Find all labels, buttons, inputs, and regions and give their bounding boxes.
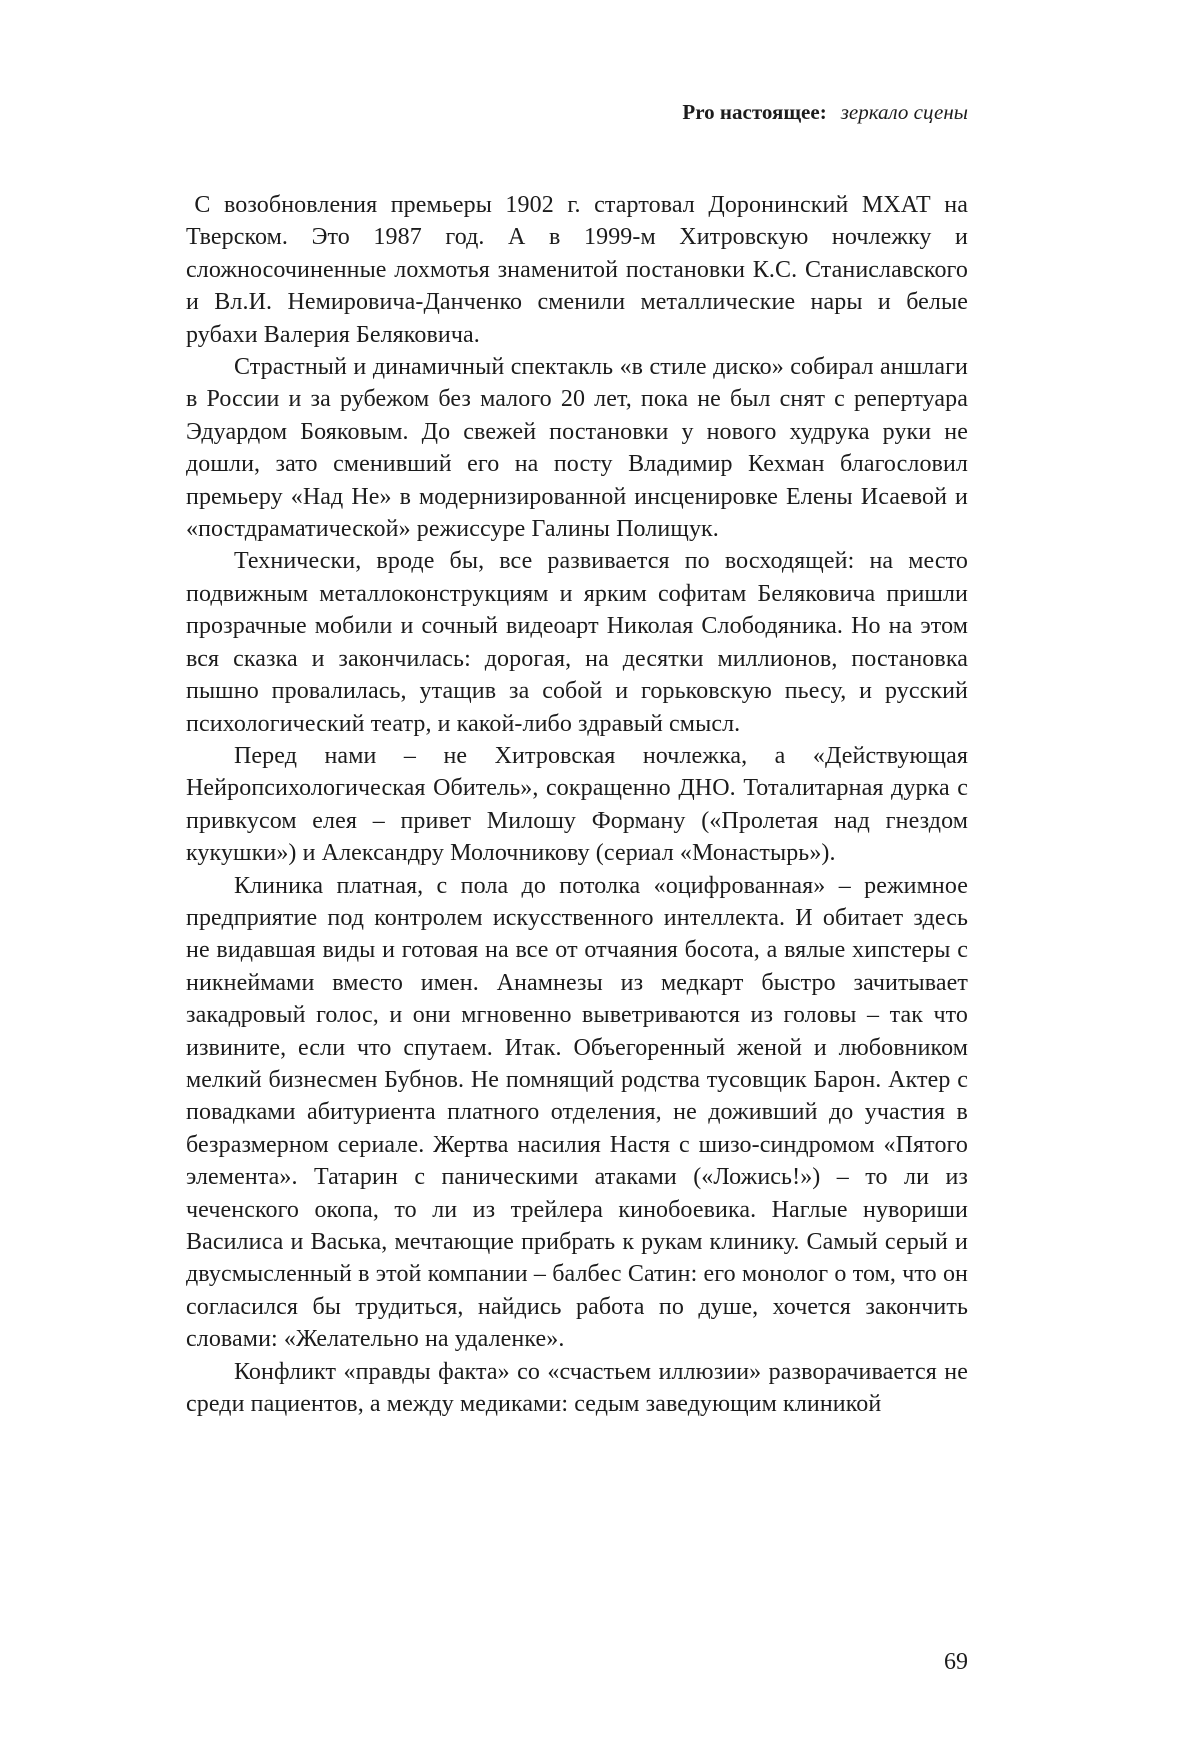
paragraph: Перед нами – не Хитровская ночлежка, а «Действующая Нейропсихологическая Обитель», сокращенно ДНО. Тоталитарная дурка с привкусом елея – привет Милошу Форману («Пролетая над гнездом кукушки») и Александру Молочникову (сериал «Монастырь»). xyxy=(186,742,968,867)
running-header xyxy=(186,99,968,125)
paragraph: Конфликт «правды факта» со «счастьем иллюзии» разворачивается не среди пациентов, а между медиками: седым заведующим клиникой xyxy=(186,1358,968,1418)
page-number: 69 xyxy=(944,1649,968,1675)
text-block xyxy=(186,189,968,1420)
paragraph: Страстный и динамичный спектакль «в стиле диско» собирал аншлаги в России и за рубежом без малого 20 лет, пока не был снят с репертуара Эдуардом Бояковым. До свежей постановки у нового худрука руки не дошли, зато сменивший его на посту Владимир Кехман благословил премьеру «Над Не» в модернизированной инсценировке Елены Исаевой и «постдраматической» режиссуре Галины Полищук. xyxy=(186,354,968,543)
paragraph: С возобновления премьеры 1902 г. стартовал Доронинский МХАТ на Тверском. Это 1987 год. А в 1999-м Хитровскую ночлежку и сложносочиненные лохмотья знаменитой постановки К.С. Станиславского и Вл.И. Немировича-Данченко сменили металлические нары и белые рубахи Валерия Беляковича. xyxy=(186,192,968,348)
running-header-section: Pro настоящее: xyxy=(682,100,827,124)
paragraph: Технически, вроде бы, все развивается по восходящей: на место подвижным металлоконструкциям и ярким софитам Беляковича пришли прозрачные мобили и сочный видеоарт Николая Слободяника. Но на этом вся сказка и закончилась: дорогая, на десятки миллионов, постановка пышно провалилась, утащив за собой и горьковскую пьесу, и русский психологический театр, и какой-либо здравый смысл. xyxy=(186,548,968,737)
paragraph: Клиника платная, с пола до потолка «оцифрованная» – режимное предприятие под контролем искусственного интеллекта. И обитает здесь не видавшая виды и готовая на все от отчаяния босота, а вялые хипстеры с никнеймами вместо имен. Анамнезы из медкарт быстро зачитывает закадровый голос, и они мгновенно выветриваются из головы – так что извините, если что спутаем. Итак. Объегоренный женой и любовником мелкий бизнесмен Бубнов. Не помнящий родства тусовщик Барон. Актер с повадками абитуриента платного отделения, не доживший до участия в безразмерном сериале. Жертва насилия Настя с шизо-синдромом «Пятого элемента». Татарин с паническими атаками («Ложись!») – то ли из чеченского окопа, то ли из трейлера кинобоевика. Наглые нувориши Василиса и Васька, мечтающие прибрать к рукам клинику. Самый серый и двусмысленный в этой компании – балбес Сатин: его монолог о том, что он согласился бы трудиться, найдись работа по душе, хочется закончить словами: «Желательно на удаленке». xyxy=(186,872,968,1353)
running-header-chapter: зеркало сцены xyxy=(840,100,968,124)
book-page xyxy=(186,0,968,1757)
